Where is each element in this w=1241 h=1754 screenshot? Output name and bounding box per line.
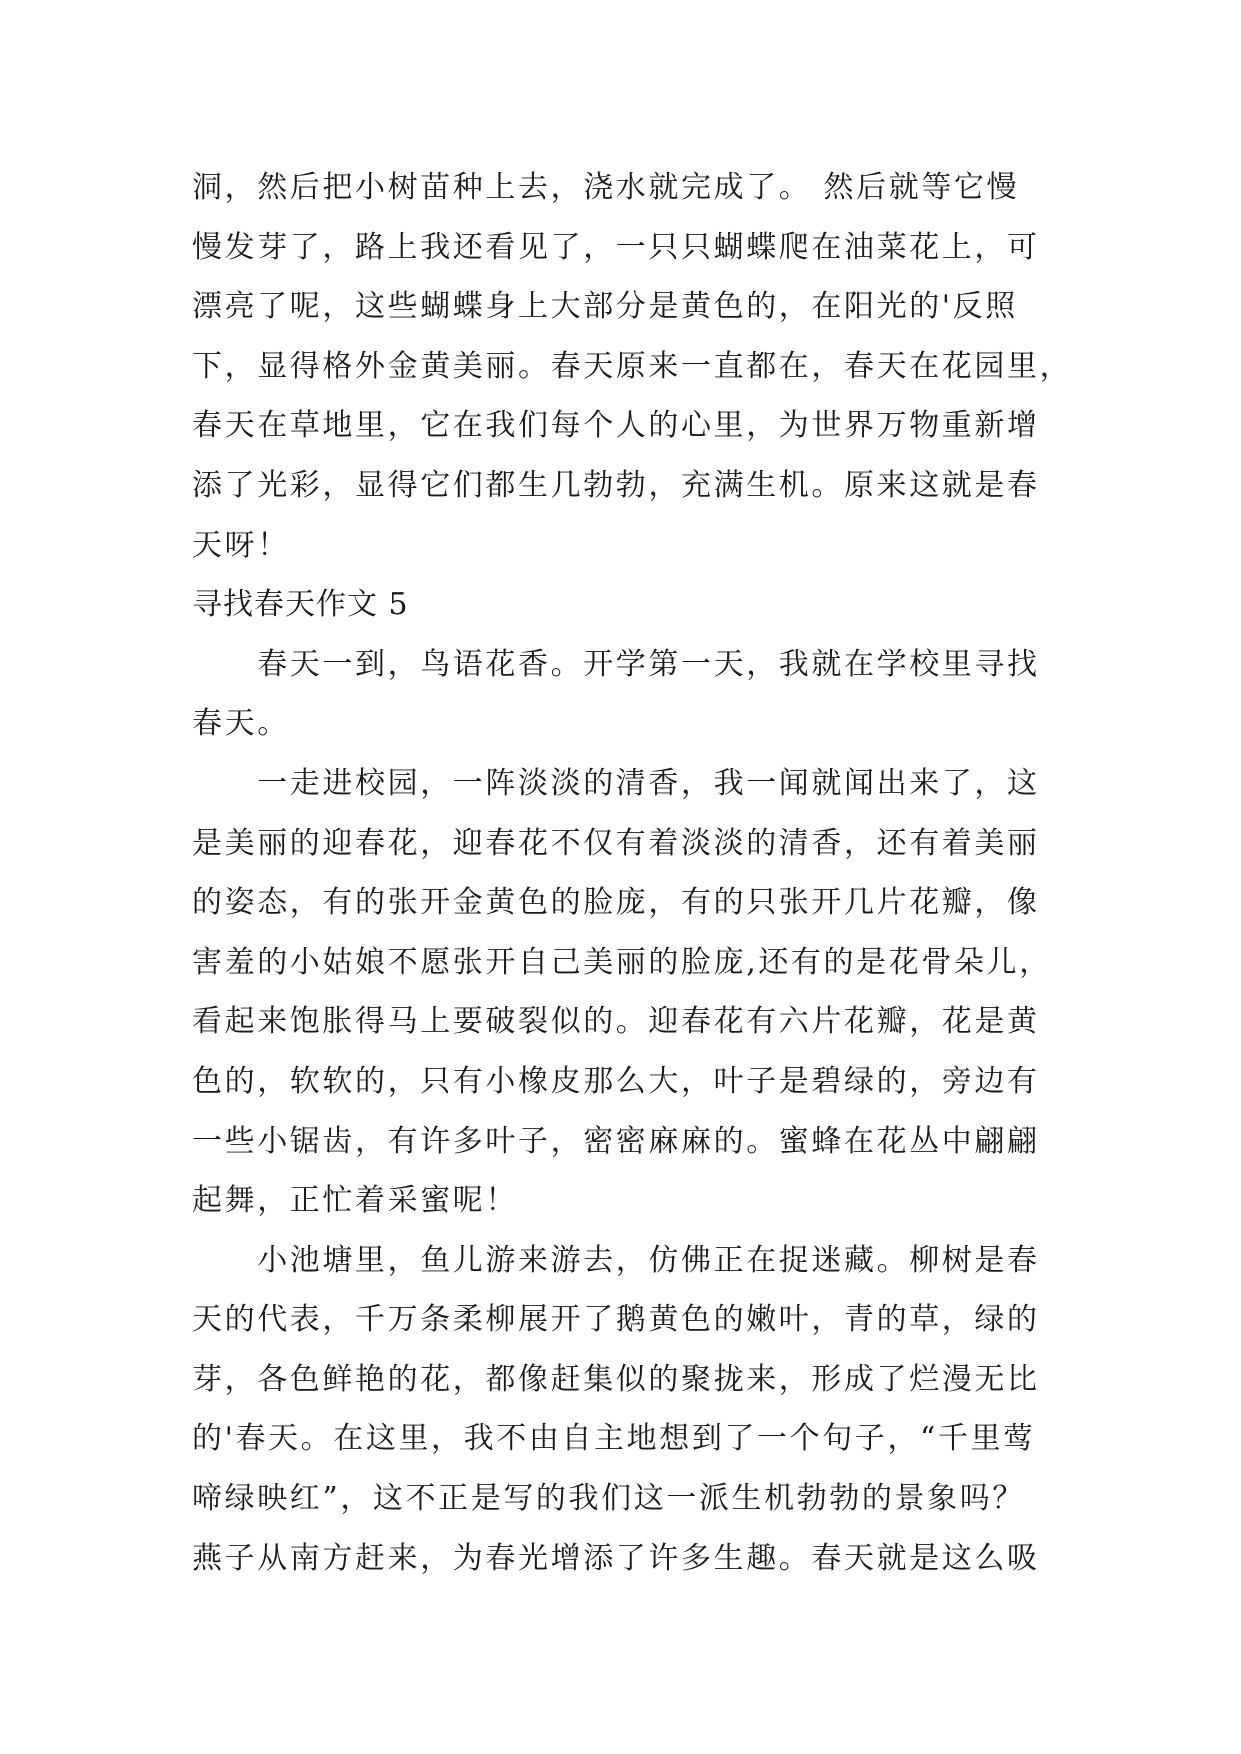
text-line: 小池塘里，鱼儿游来游去，仿佛正在捉迷藏。柳树是春: [192, 1242, 1040, 1278]
section-heading: 寻找春天作文 5: [192, 587, 409, 623]
text-line: 燕子从南方赶来，为春光增添了许多生趣。春天就是这么吸: [192, 1540, 1040, 1576]
text-line: 是美丽的迎春花，迎春花不仅有着淡淡的清香，还有着美丽: [192, 825, 1040, 861]
text-line: 天呀！: [192, 527, 290, 563]
text-line: 春天一到，鸟语花香。开学第一天，我就在学校里寻找: [192, 646, 1040, 682]
text-line: 下，显得格外金黄美丽。春天原来一直都在，春天在花园里，: [192, 348, 1073, 384]
text-line: 天的代表，千万条柔柳展开了鹅黄色的嫩叶，青的草，绿的: [192, 1302, 1040, 1338]
text-line: 芽，各色鲜艳的花，都像赶集似的聚拢来，形成了烂漫无比: [192, 1361, 1040, 1397]
text-line: 看起来饱胀得马上要破裂似的。迎春花有六片花瓣，花是黄: [192, 1004, 1040, 1040]
text-line: 的姿态，有的张开金黄色的脸庞，有的只张开几片花瓣，像: [192, 885, 1040, 921]
text-line: 的'春天。在这里，我不由自主地想到了一个句子，“千里莺: [192, 1421, 1036, 1457]
text-line: 一走进校园，一阵淡淡的清香，我一闻就闻出来了，这: [192, 765, 1040, 801]
text-line: 啼绿映红”，这不正是写的我们这一派生机勃勃的景象吗？: [192, 1481, 1025, 1517]
text-line: 害羞的小姑娘不愿张开自己美丽的脸庞,还有的是花骨朵儿，: [192, 944, 1052, 980]
text-line: 添了光彩，显得它们都生几勃勃，充满生机。原来这就是春: [192, 467, 1040, 503]
text-line: 一些小锯齿，有许多叶子，密密麻麻的。蜜蜂在花丛中翩翩: [192, 1123, 1040, 1159]
document-page: [192, 158, 1073, 1588]
text-line: 起舞，正忙着采蜜呢！: [192, 1183, 518, 1219]
text-line: 春天在草地里，它在我们每个人的心里，为世界万物重新增: [192, 408, 1040, 444]
text-line: 洞，然后把小树苗种上去，浇水就完成了。 然后就等它慢: [192, 170, 1020, 205]
text-line: 春天。: [192, 706, 290, 742]
text-line: 漂亮了呢，这些蝴蝶身上大部分是黄色的，在阳光的'反照: [192, 289, 1018, 325]
text-line: 慢发芽了，路上我还看见了，一只只蝴蝶爬在油菜花上，可: [192, 229, 1040, 265]
text-line: 色的，软软的，只有小橡皮那么大，叶子是碧绿的，旁边有: [192, 1063, 1040, 1099]
